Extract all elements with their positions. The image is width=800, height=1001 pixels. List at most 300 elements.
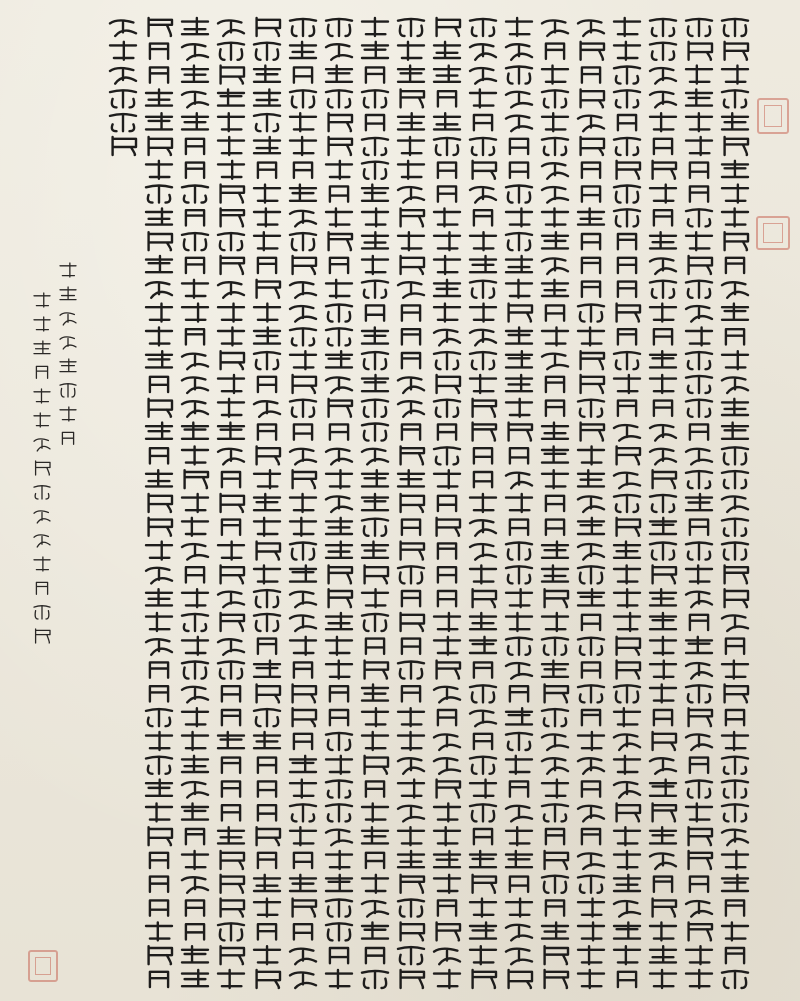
seal-glyph-col7-row23 [506, 543, 532, 560]
seal-glyph-col7-row22 [510, 520, 528, 535]
seal-glyph-col11-row34 [362, 803, 388, 821]
seal-glyph-col2-row24 [686, 565, 712, 583]
seal-glyph-col9-row12 [434, 280, 460, 296]
seal-glyph-col10-row32 [398, 758, 424, 774]
seal-glyph-col9-row40 [434, 949, 460, 965]
seal-glyph-col16-row35 [186, 829, 204, 844]
seal-glyph-col12-row2 [326, 44, 352, 60]
seal-glyph-col3-row32 [650, 758, 676, 774]
seal-glyph-col8-row8 [470, 187, 496, 203]
seal-glyph-col6-row7 [542, 163, 568, 179]
seal-glyph-col15-row5 [218, 113, 244, 131]
seal-glyph-col7-row5 [506, 116, 532, 132]
seal-glyph-col8-row17 [473, 399, 496, 417]
seal-glyph-col16-row33 [182, 782, 208, 798]
seal-glyph-col10-row9 [401, 208, 424, 226]
seal-glyph-col10-row11 [401, 256, 424, 274]
seal-glyph-col15-row13 [218, 304, 244, 322]
seal-glyph-col12-row28 [326, 661, 352, 679]
seal-glyph-col9-row5 [434, 113, 460, 129]
seal-glyph-col8-row11 [470, 256, 496, 272]
seal-glyph-col9-row20 [434, 470, 460, 488]
seal-glyph-col16-row38 [186, 900, 204, 915]
seal-glyph-col12-row16 [326, 377, 352, 393]
seal-glyph-col15-row40 [221, 946, 244, 964]
seal-glyph-col2-row12 [686, 281, 712, 298]
seal-glyph-col10-row37 [401, 875, 424, 893]
seal-glyph-col7-row35 [506, 827, 532, 845]
seal-glyph-col6-row22 [546, 520, 564, 535]
seal-glyph-col15-row14 [218, 327, 244, 345]
seal-glyph-col1-row29 [725, 684, 748, 702]
seal-glyph-col14-row36 [258, 853, 276, 868]
seal-glyph-col7-row41 [509, 970, 532, 988]
seal-glyph-col17-row22 [149, 518, 172, 536]
seal-glyph-col3-row39 [650, 922, 676, 940]
seal-glyph-col2-row23 [686, 543, 712, 560]
seal-glyph-col2-row17 [686, 400, 712, 417]
seal-glyph-col4-row39 [614, 922, 640, 938]
seal-glyph-col11-row9 [362, 208, 388, 226]
seal-glyph-col8-row21 [470, 494, 496, 512]
seal-glyph-col1-row27 [726, 639, 744, 654]
seal-glyph-col14-row33 [258, 781, 276, 796]
inscription-glyph-col1-3 [60, 313, 76, 325]
seal-glyph-col11-row25 [362, 589, 388, 607]
seal-glyph-col4-row41 [618, 972, 636, 987]
seal-glyph-col11-row35 [362, 827, 388, 843]
seal-glyph-col3-row31 [653, 732, 676, 750]
seal-glyph-col16-row10 [182, 233, 208, 250]
seal-glyph-col6-row20 [542, 470, 568, 488]
seal-glyph-col8-row28 [474, 662, 492, 677]
seal-glyph-col5-row7 [582, 163, 600, 178]
seal-glyph-col9-row34 [434, 803, 460, 821]
seal-glyph-col15-row6 [218, 137, 244, 155]
seal-glyph-col2-row20 [686, 471, 712, 488]
seal-glyph-col8-row22 [470, 520, 496, 536]
seal-glyph-col1-row32 [722, 757, 748, 774]
seal-glyph-col14-row4 [254, 89, 280, 105]
seal-glyph-col9-row35 [434, 827, 460, 845]
seal-glyph-col9-row29 [434, 687, 460, 703]
seal-glyph-col10-row20 [398, 470, 424, 486]
seal-glyph-col10-row33 [398, 780, 424, 798]
seal-glyph-col14-row18 [258, 424, 276, 439]
seal-glyph-col12-row33 [326, 781, 352, 798]
seal-glyph-col4-row28 [617, 661, 640, 679]
seal-glyph-col3-row35 [650, 827, 676, 843]
seal-glyph-col8-row7 [473, 161, 496, 179]
seal-glyph-col16-row4 [182, 92, 208, 108]
seal-glyph-col16-row39 [186, 924, 204, 939]
seal-glyph-col16-row19 [182, 446, 208, 464]
seal-glyph-col13-row17 [290, 400, 316, 417]
seal-glyph-col15-row30 [222, 710, 240, 725]
seal-glyph-col2-row13 [686, 306, 712, 322]
seal-glyph-col10-row38 [398, 900, 424, 917]
seal-glyph-col4-row1 [614, 18, 640, 36]
inscription-glyph-col2-5 [34, 389, 50, 403]
seal-glyph-col16-row8 [182, 186, 208, 203]
seal-glyph-col9-row19 [434, 447, 460, 464]
seal-glyph-col4-row22 [617, 518, 640, 536]
seal-glyph-col11-row41 [362, 971, 388, 988]
seal-glyph-col15-row4 [218, 89, 244, 105]
seal-glyph-col10-row14 [402, 329, 420, 344]
seal-glyph-col17-row14 [146, 327, 172, 345]
seal-glyph-col11-row16 [362, 375, 388, 391]
seal-glyph-col13-row36 [294, 853, 312, 868]
seal-glyph-col2-row5 [686, 113, 712, 131]
seal-glyph-col7-row4 [506, 92, 532, 108]
seal-glyph-col10-row41 [401, 970, 424, 988]
seal-glyph-col14-row29 [257, 684, 280, 702]
seal-glyph-col13-row28 [294, 662, 312, 677]
seal-glyph-col13-row29 [293, 684, 316, 702]
seal-glyph-col13-row24 [290, 565, 316, 581]
seal-glyph-col4-row24 [614, 565, 640, 583]
seal-glyph-col2-row16 [686, 376, 712, 393]
seal-glyph-col2-row32 [690, 758, 708, 773]
seal-glyph-col3-row9 [654, 210, 672, 225]
seal-glyph-col13-row26 [290, 615, 316, 631]
seal-glyph-col3-row19 [650, 449, 676, 465]
seal-glyph-col11-row17 [362, 400, 388, 417]
seal-glyph-col6-row30 [542, 709, 568, 726]
seal-glyph-col17-row28 [150, 662, 168, 677]
seal-glyph-col10-row27 [402, 639, 420, 654]
seal-glyph-col4-row40 [614, 946, 640, 964]
seal-glyph-col17-row7 [146, 161, 172, 179]
seal-glyph-col14-row10 [254, 232, 280, 250]
seal-glyph-col12-row29 [330, 686, 348, 701]
seal-glyph-col17-row13 [146, 304, 172, 322]
seal-glyph-col13-row40 [290, 949, 316, 965]
seal-glyph-col8-row39 [470, 922, 496, 938]
seal-glyph-col15-row38 [221, 899, 244, 917]
seal-glyph-col1-row35 [722, 830, 748, 846]
seal-glyph-col7-row14 [506, 327, 532, 343]
seal-glyph-col12-row17 [329, 399, 352, 417]
seal-glyph-col14-row19 [257, 446, 280, 464]
seal-glyph-col8-row33 [470, 780, 496, 798]
seal-glyph-col2-row33 [686, 781, 712, 798]
seal-glyph-col6-row32 [542, 758, 568, 774]
seal-glyph-col12-row15 [326, 351, 352, 367]
seal-glyph-col16-row11 [186, 258, 204, 273]
inscription-glyph-col1-7 [60, 407, 76, 421]
seal-glyph-col10-row31 [398, 732, 424, 750]
seal-glyph-col6-row16 [546, 377, 564, 392]
seal-glyph-col5-row26 [582, 615, 600, 630]
seal-glyph-col8-row9 [474, 210, 492, 225]
seal-glyph-col10-row7 [398, 161, 424, 179]
inscription-glyph-col2-6 [34, 413, 50, 427]
seal-glyph-col10-row23 [401, 542, 424, 560]
seal-glyph-col5-row13 [578, 305, 604, 322]
seal-glyph-col2-row25 [686, 592, 712, 608]
seal-glyph-col6-row35 [546, 829, 564, 844]
seal-glyph-col16-row31 [182, 732, 208, 750]
seal-glyph-col17-row36 [150, 853, 168, 868]
seal-glyph-col6-row25 [545, 589, 568, 607]
seal-glyph-col17-row32 [146, 757, 172, 774]
seal-glyph-col1-row28 [722, 661, 748, 679]
seal-glyph-col5-row39 [578, 922, 604, 940]
seal-glyph-col9-row38 [438, 900, 456, 915]
seal-glyph-col9-row17 [434, 400, 460, 417]
seal-glyph-col3-row8 [650, 185, 676, 203]
seal-glyph-col4-row27 [617, 637, 640, 655]
seal-glyph-col9-row13 [434, 304, 460, 322]
seal-glyph-col2-row15 [686, 352, 712, 369]
seal-glyph-col6-row23 [542, 542, 568, 558]
seal-glyph-col5-row17 [578, 400, 604, 417]
seal-glyph-col1-row37 [722, 875, 748, 891]
seal-glyph-col10-row36 [398, 851, 424, 867]
seal-glyph-col13-row7 [294, 163, 312, 178]
seal-glyph-col12-row5 [329, 113, 352, 131]
seal-glyph-col3-row13 [650, 304, 676, 322]
seal-glyph-col14-row16 [258, 377, 276, 392]
seal-glyph-col10-row15 [402, 353, 420, 368]
inscription-glyph-col2-7 [34, 439, 50, 451]
seal-glyph-col10-row29 [402, 686, 420, 701]
seal-glyph-col17-row33 [146, 780, 172, 796]
seal-glyph-col2-row6 [686, 137, 712, 155]
seal-glyph-col8-row6 [470, 138, 496, 155]
seal-glyph-col8-row23 [470, 544, 496, 560]
seal-glyph-col1-row15 [722, 351, 748, 369]
seal-glyph-col14-row8 [254, 185, 280, 203]
seal-glyph-col4-row14 [618, 329, 636, 344]
seal-glyph-col5-row32 [578, 758, 604, 774]
seal-glyph-col14-row13 [254, 304, 280, 322]
seal-glyph-col9-row25 [438, 591, 456, 606]
seal-glyph-col12-row38 [326, 900, 352, 917]
seal-glyph-col11-row19 [362, 449, 388, 465]
seal-glyph-col9-row22 [437, 518, 460, 536]
seal-glyph-col17-row27 [146, 639, 172, 655]
seal-glyph-col6-row1 [542, 20, 568, 36]
seal-glyph-col7-row17 [506, 399, 532, 417]
seal-glyph-col9-row28 [437, 661, 460, 679]
inscription-glyph-col2-10 [34, 511, 50, 523]
seal-glyph-col4-row12 [618, 282, 636, 297]
seal-glyph-col17-row23 [146, 542, 172, 560]
seal-glyph-col2-row19 [686, 449, 712, 465]
seal-glyph-col17-row31 [146, 732, 172, 750]
inscription-glyph-col1-1 [60, 263, 76, 277]
seal-glyph-col12-row31 [326, 733, 352, 750]
seal-glyph-col9-row8 [438, 186, 456, 201]
seal-glyph-col1-row30 [726, 710, 744, 725]
seal-glyph-col11-row21 [362, 494, 388, 510]
seal-glyph-col7-row28 [506, 663, 532, 679]
seal-glyph-col15-row26 [221, 613, 244, 631]
seal-glyph-col13-row3 [294, 67, 312, 82]
seal-glyph-col9-row21 [438, 496, 456, 511]
seal-glyph-col8-row25 [473, 589, 496, 607]
inscription-glyph-col1-8 [62, 432, 73, 444]
seal-glyph-col8-row4 [470, 89, 496, 107]
seal-glyph-col3-row10 [650, 232, 676, 248]
seal-glyph-col15-row9 [221, 208, 244, 226]
seal-glyph-col4-row9 [614, 209, 640, 226]
seal-glyph-col4-row5 [618, 115, 636, 130]
seal-glyph-col15-row17 [218, 399, 244, 417]
seal-glyph-col1-row25 [725, 589, 748, 607]
seal-glyph-col12-row6 [329, 137, 352, 155]
seal-glyph-col7-row33 [510, 781, 528, 796]
seal-glyph-col3-row16 [650, 375, 676, 393]
seal-glyph-col3-row22 [650, 518, 676, 534]
seal-glyph-col11-row37 [362, 875, 388, 893]
seal-glyph-col12-row18 [330, 424, 348, 439]
seal-glyph-col12-row26 [326, 613, 352, 629]
seal-glyph-col4-row15 [614, 352, 640, 369]
seal-glyph-col17-row16 [150, 377, 168, 392]
seal-glyph-col7-row34 [506, 806, 532, 822]
seal-glyph-col15-row20 [222, 472, 240, 487]
seal-glyph-col16-row13 [182, 304, 208, 322]
seal-glyph-col3-row37 [654, 877, 672, 892]
seal-glyph-col1-row26 [722, 615, 748, 631]
seal-glyph-col15-row39 [218, 923, 244, 940]
seal-glyph-col9-row16 [437, 375, 460, 393]
seal-glyph-col5-row4 [581, 89, 604, 107]
seal-glyph-col2-row2 [689, 42, 712, 60]
seal-glyph-col5-row5 [578, 116, 604, 132]
seal-glyph-col18-row4 [110, 90, 136, 107]
seal-glyph-col8-row41 [473, 970, 496, 988]
seal-glyph-col1-row19 [722, 447, 748, 464]
seal-glyph-col8-row20 [474, 472, 492, 487]
seal-glyph-col13-row18 [294, 424, 312, 439]
seal-glyph-col1-row18 [722, 423, 748, 439]
seal-glyph-col7-row13 [509, 304, 532, 322]
seal-glyph-col4-row36 [614, 851, 640, 869]
seal-glyph-col14-row25 [254, 590, 280, 607]
seal-glyph-col14-row22 [254, 518, 280, 536]
seal-glyph-col2-row30 [689, 708, 712, 726]
seal-glyph-col9-row36 [434, 851, 460, 867]
seal-glyph-col12-row4 [326, 90, 352, 107]
seal-glyph-col5-row10 [582, 234, 600, 249]
seal-glyph-col10-row40 [398, 947, 424, 964]
seal-glyph-col8-row10 [470, 232, 496, 250]
seal-glyph-col4-row30 [614, 708, 640, 726]
seal-glyph-col6-row26 [542, 613, 568, 631]
seal-glyph-col8-row27 [470, 637, 496, 653]
seal-glyph-col15-row2 [218, 43, 244, 60]
seal-glyph-col8-row1 [470, 19, 496, 36]
seal-glyph-col18-row1 [110, 20, 136, 36]
seal-glyph-col17-row26 [146, 613, 172, 631]
seal-glyph-col12-row3 [326, 66, 352, 82]
seal-glyph-col6-row24 [542, 565, 568, 581]
seal-glyph-col1-row40 [726, 948, 744, 963]
seal-glyph-col2-row18 [690, 424, 708, 439]
seal-glyph-col17-row9 [146, 208, 172, 224]
seal-glyph-col12-row25 [329, 589, 352, 607]
seal-glyph-col7-row7 [510, 163, 528, 178]
seal-glyph-col9-row37 [434, 875, 460, 893]
seal-glyph-col6-row11 [542, 258, 568, 274]
seal-glyph-col12-row12 [326, 280, 352, 298]
seal-glyph-col12-row23 [326, 542, 352, 558]
seal-glyph-col10-row22 [402, 520, 420, 535]
seal-glyph-col8-row3 [470, 68, 496, 84]
inscription-glyph-col2-9 [34, 486, 50, 499]
seal-glyph-col12-row10 [329, 232, 352, 250]
seal-glyph-col11-row32 [365, 756, 388, 774]
seal-glyph-col15-row33 [222, 781, 240, 796]
seal-glyph-col17-row21 [149, 494, 172, 512]
seal-glyph-col17-row20 [146, 470, 172, 486]
seal-glyph-col16-row9 [186, 210, 204, 225]
seal-glyph-col11-row31 [362, 732, 388, 750]
seal-glyph-col13-row2 [290, 42, 316, 58]
seal-glyph-col3-row11 [650, 258, 676, 274]
seal-glyph-col3-row15 [650, 351, 676, 367]
seal-glyph-col12-row19 [326, 449, 352, 465]
seal-glyph-col13-row39 [294, 924, 312, 939]
seal-glyph-col10-row13 [402, 305, 420, 320]
seal-glyph-col6-row21 [546, 496, 564, 511]
seal-glyph-col16-row15 [182, 354, 208, 370]
seal-glyph-col17-row39 [146, 922, 172, 940]
seal-glyph-col4-row38 [614, 901, 640, 917]
seal-glyph-col6-row3 [542, 66, 568, 84]
seal-glyph-col10-row8 [398, 187, 424, 203]
seal-glyph-col15-row22 [222, 520, 240, 535]
seal-glyph-col18-row2 [110, 42, 136, 60]
seal-glyph-col11-row18 [362, 424, 388, 441]
seal-glyph-col8-row37 [473, 875, 496, 893]
seal-glyph-col14-row35 [257, 827, 280, 845]
seal-glyph-col15-row31 [218, 732, 244, 748]
seal-glyph-col15-row16 [218, 375, 244, 393]
seal-glyph-col14-row31 [254, 732, 280, 748]
seal-glyph-col4-row35 [614, 827, 640, 845]
seal-glyph-col9-row33 [437, 780, 460, 798]
seal-glyph-col14-row3 [254, 66, 280, 82]
inscription-glyph-col2-13 [36, 582, 47, 594]
seal-glyph-col7-row15 [506, 351, 532, 367]
seal-glyph-col3-row3 [650, 68, 676, 84]
seal-glyph-col8-row2 [470, 44, 496, 60]
seal-glyph-col5-row19 [578, 446, 604, 464]
seal-glyph-col12-row37 [326, 875, 352, 891]
inscription-glyph-col2-1 [34, 293, 50, 307]
seal-glyph-col5-row31 [578, 732, 604, 750]
seal-glyph-col6-row29 [545, 684, 568, 702]
seal-glyph-col5-row38 [578, 899, 604, 917]
seal-glyph-col16-row26 [182, 614, 208, 631]
seal-glyph-col13-row14 [290, 328, 316, 345]
seal-glyph-col10-row24 [398, 566, 424, 583]
seal-glyph-col13-row38 [293, 899, 316, 917]
seal-glyph-col15-row41 [218, 970, 244, 988]
seal-glyph-col13-row27 [290, 637, 316, 655]
seal-glyph-col9-row15 [434, 352, 460, 369]
seal-glyph-col14-row11 [258, 258, 276, 273]
seal-glyph-col1-row8 [722, 185, 748, 203]
seal-glyph-col13-row31 [294, 734, 312, 749]
seal-glyph-col7-row27 [506, 638, 532, 655]
